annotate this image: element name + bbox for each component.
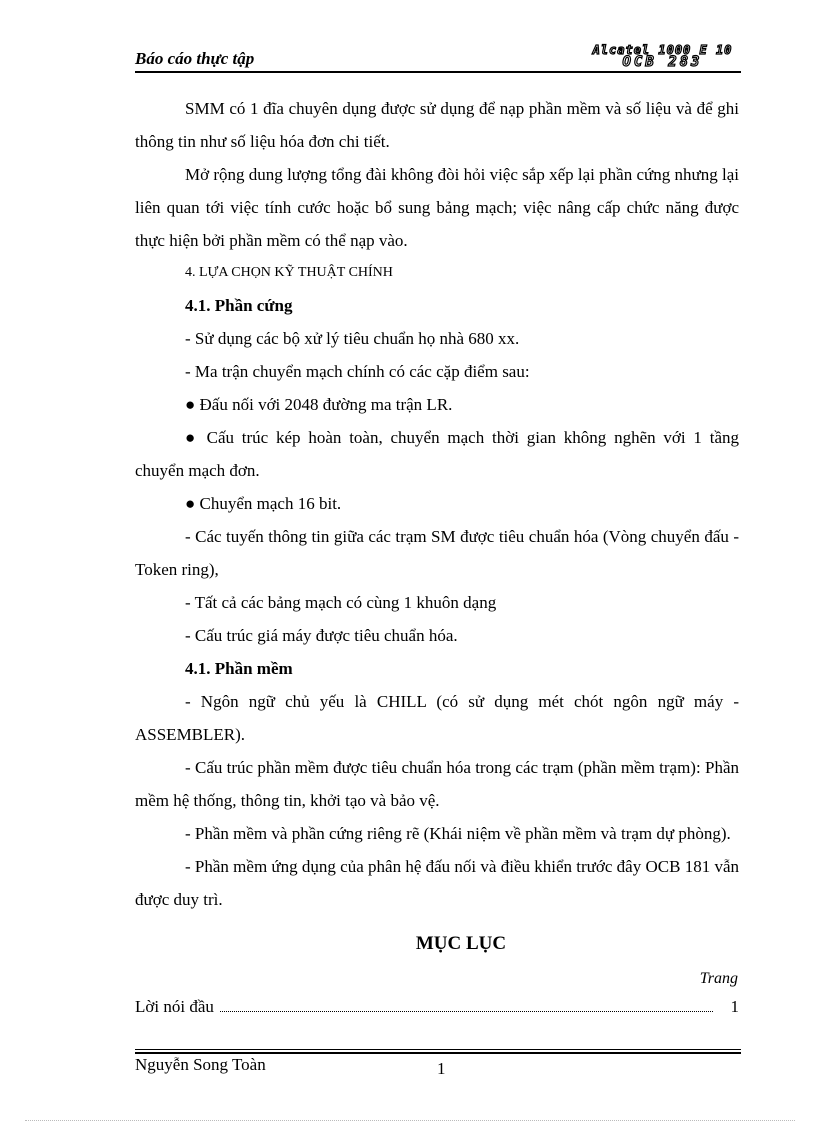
subheading-hardware: 4.1. Phần cứng — [185, 296, 293, 315]
hardware-bullet-3: ● Chuyển mạch 16 bit. — [185, 494, 342, 513]
software-item-1: - Ngôn ngữ chủ yếu là CHILL (có sử dụng mét chót ngôn ngữ máy - ASSEMBLER). — [135, 692, 739, 744]
header-title: Báo cáo thực tập — [135, 49, 255, 68]
toc-title: MỤC LỤC — [415, 933, 507, 954]
footer-page-number: 1 — [437, 1059, 446, 1078]
paragraph-expansion: Mở rộng dung lượng tổng đài không đòi hỏi việc sắp xếp lại phần cứng nhưng lại liên quan tới việc tính cước hoặc bổ sung bảng mạch; việc nâng cấp chức năng được thực hiện bởi phần mềm có thể nạp vào. — [135, 165, 739, 250]
subheading-software: 4.1. Phần mềm — [185, 659, 293, 678]
toc-entry[interactable] — [135, 997, 739, 1017]
toc-leader-dots — [220, 1010, 713, 1012]
page-edge — [25, 1120, 795, 1121]
brand-line-1: Alcatel 1000 E 10 — [592, 43, 733, 57]
hardware-item-5: - Cấu trúc giá máy được tiêu chuẩn hóa. — [185, 626, 458, 645]
toc-page-column-label: Trang — [699, 970, 738, 987]
software-item-2: - Cấu trúc phần mềm được tiêu chuẩn hóa trong các trạm (phần mềm trạm): Phần mềm hệ thống, thông tin, khởi tạo và bảo vệ. — [135, 758, 739, 810]
footer-author: Nguyễn Song Toàn — [135, 1055, 266, 1074]
header-rule — [135, 71, 741, 73]
brand-logo — [585, 44, 740, 68]
footer-rule-thick — [135, 1052, 741, 1054]
brand-line-2: OCB 283 — [622, 54, 703, 70]
toc-entry-page: 1 — [730, 997, 739, 1016]
section-heading-4: 4. LỰA CHỌN KỸ THUẬT CHÍNH — [185, 265, 393, 280]
paragraph-smm: SMM có 1 đĩa chuyên dụng được sử dụng để nạp phần mềm và số liệu và để ghi thông tin như số liệu hóa đơn chi tiết. — [135, 99, 739, 151]
hardware-item-1: - Sử dụng các bộ xử lý tiêu chuẩn họ nhà 680 xx. — [185, 329, 520, 348]
hardware-item-3: - Các tuyến thông tin giữa các trạm SM được tiêu chuẩn hóa (Vòng chuyển đấu - Token ring), — [135, 527, 739, 579]
hardware-item-2: - Ma trận chuyển mạch chính có các cặp điểm sau: — [185, 362, 530, 381]
hardware-bullet-2: ● Cấu trúc kép hoàn toàn, chuyển mạch thời gian không nghẽn với 1 tầng chuyển mạch đơn. — [135, 428, 739, 480]
hardware-item-4: - Tất cả các bảng mạch có cùng 1 khuôn dạng — [185, 593, 497, 612]
footer-rule-thin — [135, 1049, 741, 1050]
software-item-4: - Phần mềm ứng dụng của phân hệ đấu nối và điều khiển trước đây OCB 181 vẫn được duy trì. — [135, 857, 739, 909]
hardware-bullet-1: ● Đấu nối với 2048 đường ma trận LR. — [185, 395, 453, 414]
software-item-3: - Phần mềm và phần cứng riêng rẽ (Khái niệm về phần mềm và trạm dự phòng). — [185, 824, 731, 843]
document-body — [135, 92, 739, 916]
toc-entry-label: Lời nói đầu — [135, 997, 214, 1016]
